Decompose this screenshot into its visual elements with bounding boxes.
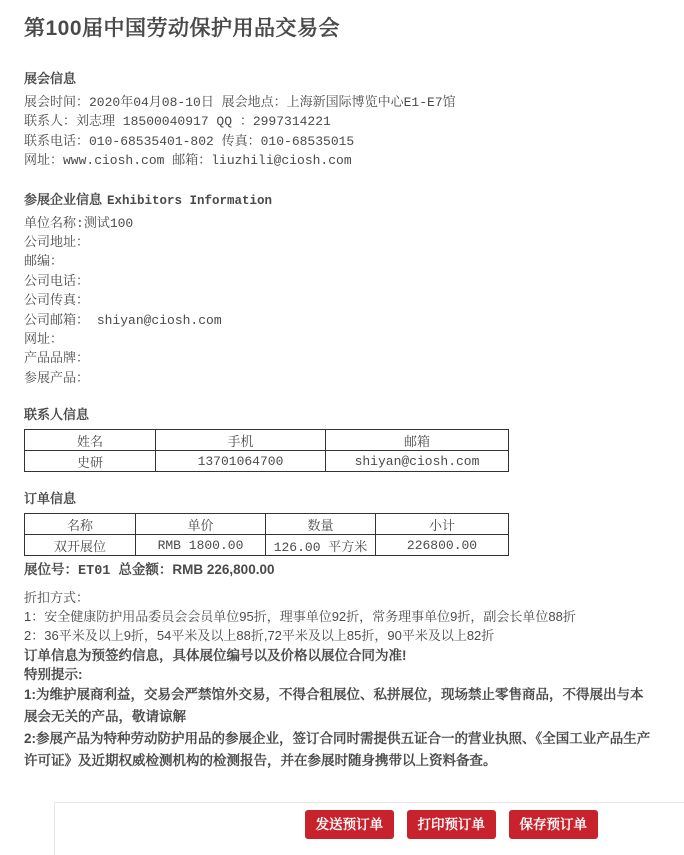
contact-col-name: 姓名 — [25, 430, 156, 451]
field-value: shiyan@ciosh.com — [89, 312, 222, 328]
exhibitor-info-section — [24, 189, 660, 389]
order-table-row — [25, 535, 509, 556]
field-label: 参展产品： — [24, 370, 90, 386]
contact-table-header-row — [25, 430, 509, 451]
special-notice-title: 特别提示: — [24, 667, 83, 683]
contact-name-cell: 史研 — [25, 451, 156, 472]
total-amount-label: 总金额： — [118, 562, 173, 578]
action-button-panel — [54, 802, 684, 855]
booth-total-line — [24, 561, 660, 581]
total-amount-value: RMB 226,800.00 — [172, 562, 275, 578]
booth-no-label: 展位号： — [24, 562, 78, 578]
print-preorder-button[interactable]: 打印预订单 — [407, 810, 497, 839]
field-company-fax — [24, 291, 660, 310]
order-col-unit-price: 单价 — [136, 514, 266, 535]
order-col-quantity: 数量 — [266, 514, 376, 535]
discount-title: 折扣方式： — [24, 590, 90, 606]
field-label: 网址： — [24, 332, 64, 348]
field-exhibit-products — [24, 369, 660, 388]
field-company-email — [24, 311, 660, 330]
exhibition-info-section — [24, 68, 660, 171]
order-col-subtotal: 小计 — [376, 514, 509, 535]
field-label: 单位名称: — [24, 215, 84, 231]
field-zipcode — [24, 252, 660, 271]
field-label: 公司电话： — [24, 273, 90, 289]
order-quantity-cell: 126.00 平方米 — [266, 535, 376, 556]
exhibitor-heading-en: Exhibitors Information — [107, 193, 273, 208]
discount-rule-1: 1：安全健康防护用品委员会会员单位95折，理事单位92折，常务理事单位9折，副会长单位88折 — [24, 609, 576, 625]
send-preorder-button[interactable]: 发送预订单 — [305, 810, 395, 839]
field-company-address — [24, 233, 660, 252]
order-item-cell: 双开展位 — [25, 535, 136, 556]
order-info-heading: 订单信息 — [24, 491, 77, 507]
field-value: 测试100 — [83, 215, 134, 231]
contact-person-section — [24, 404, 660, 472]
order-unit-price-cell: RMB 1800.00 — [136, 535, 266, 556]
exhibitor-info-heading — [24, 189, 660, 208]
contact-col-email: 邮箱 — [326, 430, 509, 451]
exhibition-website-email-line: 网址：www.ciosh.com 邮箱：liuzhili@ciosh.com — [24, 153, 352, 169]
exhibition-info-heading: 展会信息 — [24, 71, 77, 86]
contact-col-mobile: 手机 — [156, 430, 326, 451]
presign-note: 订单信息为预签约信息，具体展位编号以及价格以展位合同为准! — [24, 648, 407, 664]
contact-table-row — [25, 451, 509, 472]
page-title: 第100届中国劳动保护用品交易会 — [24, 17, 341, 40]
field-website — [24, 330, 660, 349]
order-col-item: 名称 — [25, 514, 136, 535]
booth-no-value: ET01 — [78, 564, 111, 580]
contact-person-heading: 联系人信息 — [24, 407, 90, 423]
contact-mobile-cell: 13701064700 — [156, 451, 326, 472]
exhibitor-heading-cn: 参展企业信息 — [24, 191, 103, 207]
special-notice-item-2: 2:参展产品为特种劳动防护用品的参展企业，签订合同时需提供五证合一的营业执照、《全国工业产品生产许可证》及近期权威检测机构的检测报告，并在参展时随身携带以上资料备查。 — [24, 731, 651, 769]
exhibition-contact-line: 联系人：刘志理 18500040917 QQ ：2997314221 — [24, 114, 331, 130]
field-label: 邮编： — [24, 254, 64, 270]
special-notice-item-1: 1:为维护展商利益，交易会严禁馆外交易，不得合租展位、私拼展位，现场禁止零售商品，不得展出与本展会无关的产品，敬请谅解 — [24, 687, 644, 725]
contact-email-cell: shiyan@ciosh.com — [326, 451, 509, 472]
field-label: 公司邮箱： — [24, 312, 90, 328]
order-table — [24, 513, 509, 556]
exhibition-phone-fax-line: 联系电话：010-68535401-802 传真：010-68535015 — [24, 133, 355, 149]
order-info-section — [24, 488, 660, 772]
order-table-header-row — [25, 514, 509, 535]
field-company-phone — [24, 272, 660, 291]
discount-rule-2: 2：36平米及以上9折，54平米及以上88折,72平米及以上85折，90平米及以上82折 — [24, 628, 495, 644]
contact-table — [24, 429, 509, 472]
exhibition-time-location-line: 展会时间：2020年04月08-10日 展会地点：上海新国际博览中心E1-E7馆 — [24, 95, 456, 110]
field-label: 公司传真： — [24, 293, 90, 309]
field-label: 公司地址： — [24, 235, 90, 251]
field-company-name — [24, 214, 660, 233]
field-label: 产品品牌： — [24, 351, 90, 367]
field-product-brand — [24, 349, 660, 368]
save-preorder-button[interactable]: 保存预订单 — [509, 810, 599, 839]
order-subtotal-cell: 226800.00 — [376, 535, 509, 556]
